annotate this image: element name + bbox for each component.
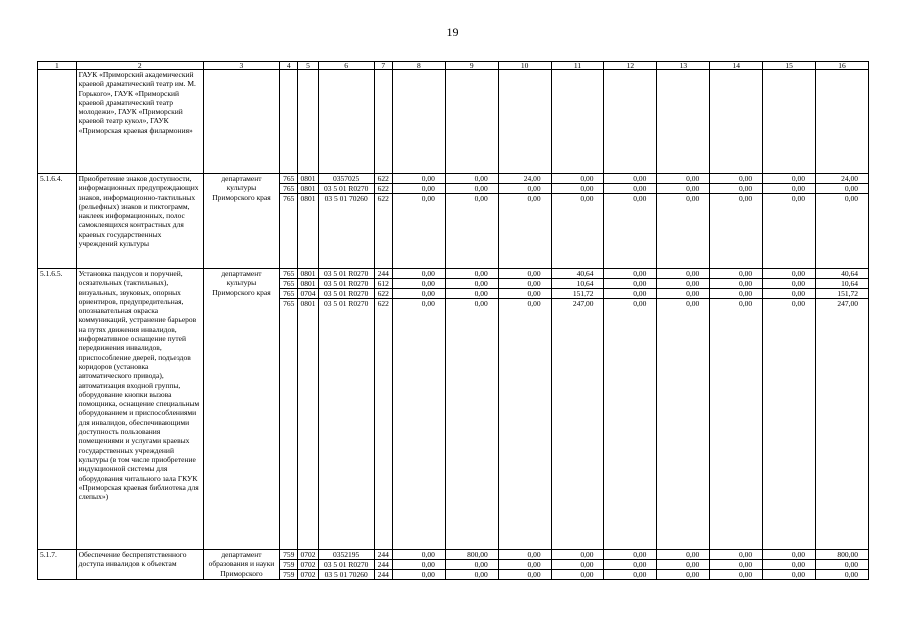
cell-c9	[445, 269, 498, 550]
cell-value: 151,72	[816, 289, 868, 299]
cell-value: 765	[280, 289, 297, 299]
cell-value: 800,00	[816, 550, 868, 560]
cell-value: 0,00	[844, 194, 858, 203]
cell-c4	[280, 269, 298, 550]
cell-c10	[498, 550, 551, 580]
cell-value: 0,00	[393, 289, 445, 299]
cell-value: 0,00	[446, 289, 498, 299]
column-number-header: 7	[374, 62, 392, 70]
cell-value: 0801	[298, 184, 317, 194]
cell-value: 0801	[300, 299, 316, 308]
cell-value: 0,00	[633, 194, 647, 203]
cell-value: 0,00	[499, 279, 551, 289]
cell-value: 0,00	[604, 269, 656, 279]
cell-value: 03 5 01 R0270	[323, 299, 369, 308]
cell-value: 0,00	[791, 570, 806, 579]
cell-c7	[374, 70, 392, 174]
column-number-header: 5	[298, 62, 318, 70]
table-row	[38, 70, 869, 174]
column-number-header: 12	[604, 62, 657, 70]
cell-value: 0,00	[499, 550, 551, 560]
cell-value: 10,64	[816, 279, 868, 289]
item-number	[38, 70, 77, 174]
cell-value: 0,00	[552, 184, 604, 194]
cell-value: 0,00	[499, 269, 551, 279]
cell-c8	[392, 70, 445, 174]
cell-value: 0,00	[686, 570, 700, 579]
cell-value: 622	[375, 184, 392, 194]
cell-value: 24,00	[499, 174, 551, 184]
cell-c6	[318, 550, 374, 580]
cell-value: 0,00	[446, 269, 498, 279]
cell-value: 0,00	[552, 550, 604, 560]
cell-c12	[604, 70, 657, 174]
column-number-header: 1	[38, 62, 77, 70]
column-number-header: 13	[657, 62, 710, 70]
cell-value: 0,00	[844, 570, 858, 579]
cell-value: 244	[377, 570, 389, 579]
cell-value: 0,00	[710, 184, 762, 194]
cell-c11	[551, 269, 604, 550]
cell-value: 0,00	[393, 279, 445, 289]
cell-value: 0,00	[763, 269, 815, 279]
column-number-header: 4	[280, 62, 298, 70]
cell-value: 0357025	[319, 174, 374, 184]
cell-value: 0,00	[527, 194, 541, 203]
cell-value: 0,00	[633, 299, 647, 308]
cell-c15	[763, 550, 816, 580]
cell-value: 0,00	[710, 279, 762, 289]
column-number-header: 10	[498, 62, 551, 70]
cell-value: 622	[377, 299, 389, 308]
cell-value: 0,00	[527, 299, 541, 308]
cell-c9	[445, 174, 498, 269]
cell-value: 0801	[298, 174, 317, 184]
cell-c7	[374, 269, 392, 550]
cell-value: 0,00	[710, 289, 762, 299]
executor	[203, 70, 279, 174]
cell-value: 0,00	[763, 550, 815, 560]
cell-value: 0,00	[604, 279, 656, 289]
cell-value: 0,00	[393, 184, 445, 194]
cell-c11	[551, 174, 604, 269]
cell-value: 0,00	[527, 570, 541, 579]
cell-value: 0,00	[580, 570, 594, 579]
cell-value: 0,00	[393, 550, 445, 560]
cell-value: 24,00	[816, 174, 868, 184]
cell-value: 151,72	[552, 289, 604, 299]
column-number-header: 15	[763, 62, 816, 70]
cell-c4	[280, 550, 298, 580]
cell-value: 0,00	[604, 174, 656, 184]
cell-value: 03 5 01 R0270	[319, 279, 374, 289]
table-row	[38, 269, 869, 550]
column-number-header: 2	[76, 62, 203, 70]
item-number: 5.1.7.	[38, 550, 77, 580]
cell-value: 0,00	[633, 570, 647, 579]
column-number-header: 9	[445, 62, 498, 70]
cell-value: 0702	[298, 560, 317, 570]
cell-value: 0,00	[763, 560, 815, 570]
cell-value: 0,00	[710, 560, 762, 570]
cell-value: 765	[280, 174, 297, 184]
cell-c9	[445, 550, 498, 580]
cell-value: 0,00	[499, 184, 551, 194]
cell-value: 0801	[300, 194, 316, 203]
cell-value: 0,00	[763, 184, 815, 194]
cell-value: 244	[375, 550, 392, 560]
cell-c8	[392, 550, 445, 580]
cell-value: 622	[375, 289, 392, 299]
cell-c11	[551, 70, 604, 174]
item-name: ГАУК «Приморский академический краевой драматический театр им. М. Горького», ГАУК «Приморский краевой драматический театр молодежи», ГАУК «Приморский краевой театр кукол», ГАУК «Приморская краевая филармония»	[76, 70, 203, 174]
cell-c7	[374, 550, 392, 580]
cell-value: 0,00	[552, 560, 604, 570]
cell-value: 0,00	[393, 560, 445, 570]
cell-value: 0,00	[393, 269, 445, 279]
cell-value: 759	[280, 550, 297, 560]
cell-value: 0,00	[791, 299, 806, 308]
cell-value: 0,00	[791, 194, 806, 203]
cell-c8	[392, 174, 445, 269]
cell-value: 03 5 01 R0270	[319, 289, 374, 299]
cell-value: 03 5 01 70260	[324, 194, 368, 203]
cell-value: 622	[375, 174, 392, 184]
cell-value: 0,00	[710, 174, 762, 184]
cell-value: 03 5 01 70260	[324, 570, 368, 579]
cell-c14	[710, 269, 763, 550]
cell-value: 765	[283, 194, 295, 203]
cell-value: 800,00	[446, 550, 498, 560]
cell-value: 0,00	[604, 560, 656, 570]
cell-value: 40,64	[552, 269, 604, 279]
cell-value: 244	[375, 269, 392, 279]
cell-c10	[498, 269, 551, 550]
cell-value: 0352195	[319, 550, 374, 560]
cell-c4	[280, 70, 298, 174]
cell-c9	[445, 70, 498, 174]
cell-c13	[657, 70, 710, 174]
page-number: 19	[446, 25, 459, 39]
cell-value: 0,00	[421, 299, 435, 308]
cell-c12	[604, 550, 657, 580]
cell-value: 03 5 01 R0270	[319, 269, 374, 279]
executor: департамент культуры Приморского края	[203, 269, 279, 550]
cell-c16	[816, 550, 869, 580]
cell-value: 759	[280, 560, 297, 570]
cell-value: 765	[280, 184, 297, 194]
cell-value: 03 5 01 R0270	[319, 184, 374, 194]
cell-c14	[710, 550, 763, 580]
cell-value: 0,00	[739, 299, 753, 308]
cell-value: 0,00	[657, 289, 709, 299]
cell-value: 0,00	[393, 174, 445, 184]
cell-value: 0,00	[763, 279, 815, 289]
table-header-row	[38, 62, 869, 70]
cell-value: 765	[283, 299, 295, 308]
cell-c13	[657, 550, 710, 580]
cell-c12	[604, 269, 657, 550]
item-number: 5.1.6.4.	[38, 174, 77, 269]
cell-c16	[816, 269, 869, 550]
cell-value: 0,00	[686, 299, 700, 308]
cell-value: 0,00	[474, 194, 488, 203]
cell-value: 0,00	[816, 560, 868, 570]
table-row	[38, 550, 869, 580]
cell-value: 0801	[298, 279, 317, 289]
cell-value: 0,00	[657, 550, 709, 560]
cell-value: 0,00	[763, 289, 815, 299]
cell-value: 10,64	[552, 279, 604, 289]
cell-value: 0,00	[446, 279, 498, 289]
cell-c5	[298, 174, 318, 269]
executor: департамент культуры Приморского края	[203, 174, 279, 269]
cell-value: 0,00	[710, 550, 762, 560]
cell-value: 0702	[300, 570, 316, 579]
cell-value: 0,00	[763, 174, 815, 184]
cell-c15	[763, 269, 816, 550]
column-number-header: 6	[318, 62, 374, 70]
cell-value: 0,00	[446, 174, 498, 184]
cell-value: 0,00	[499, 289, 551, 299]
cell-c10	[498, 70, 551, 174]
cell-value: 0702	[298, 550, 317, 560]
cell-value: 40,64	[816, 269, 868, 279]
column-number-header: 14	[710, 62, 763, 70]
cell-value: 0,00	[686, 194, 700, 203]
cell-value: 0,00	[739, 570, 753, 579]
cell-c7	[374, 174, 392, 269]
cell-value: 612	[375, 279, 392, 289]
cell-value: 0801	[298, 269, 317, 279]
cell-value: 0,00	[421, 194, 435, 203]
executor: департамент образования и науки Приморского	[203, 550, 279, 580]
item-name: Обеспечение беспрепятственного доступа инвалидов к объектам	[76, 550, 203, 580]
cell-value: 0,00	[604, 289, 656, 299]
table-row	[38, 174, 869, 269]
cell-c8	[392, 269, 445, 550]
cell-value: 0,00	[552, 174, 604, 184]
cell-value: 247,00	[837, 299, 858, 308]
cell-value: 0,00	[816, 184, 868, 194]
item-name: Приобретение знаков доступности, информационных предупреждающих знаков, информационно-тактильных (рельефных) знаков и пиктограмм, наклеек информационных, полос самоклеящихся контрастных для краевых государственных учреждений культуры	[76, 174, 203, 269]
cell-value: 759	[283, 570, 295, 579]
column-number-header: 11	[551, 62, 604, 70]
budget-table	[37, 61, 869, 580]
cell-value: 0,00	[710, 269, 762, 279]
cell-value: 0,00	[739, 194, 753, 203]
cell-value: 765	[280, 269, 297, 279]
cell-c16	[816, 174, 869, 269]
cell-value: 622	[377, 194, 389, 203]
item-number: 5.1.6.5.	[38, 269, 77, 550]
cell-value: 765	[280, 279, 297, 289]
column-number-header: 16	[816, 62, 869, 70]
cell-value: 0,00	[604, 184, 656, 194]
cell-c15	[763, 174, 816, 269]
cell-value: 0,00	[580, 194, 594, 203]
column-number-header: 3	[203, 62, 279, 70]
cell-value: 0,00	[604, 550, 656, 560]
cell-c12	[604, 174, 657, 269]
cell-c13	[657, 174, 710, 269]
cell-c5	[298, 269, 318, 550]
cell-value: 0704	[298, 289, 317, 299]
cell-c4	[280, 174, 298, 269]
cell-c15	[763, 70, 816, 174]
cell-c6	[318, 174, 374, 269]
cell-value: 0,00	[657, 184, 709, 194]
cell-c16	[816, 70, 869, 174]
column-number-header: 8	[392, 62, 445, 70]
cell-c5	[298, 550, 318, 580]
cell-value: 03 5 01 R0270	[319, 560, 374, 570]
cell-value: 0,00	[446, 184, 498, 194]
cell-value: 0,00	[474, 299, 488, 308]
cell-value: 0,00	[657, 279, 709, 289]
cell-value: 0,00	[657, 269, 709, 279]
cell-value: 0,00	[421, 570, 435, 579]
cell-c10	[498, 174, 551, 269]
item-name: Установка пандусов и поручней, осязательных (тактильных), визуальных, звуковых, опорных ориентиров, предупредительная, опознавательная окраска коммуникаций, устранение барьеров на путях движения инвалидов, информативное оснащение путей передвижения инвалидов, приспособление дверей, подъездов коридоров (установка автоматического привода), автоматизация входной группы, оборудование кнопки вызова помощника, оснащение специальным оборудованием и приспособлениями для инвалидов, обеспечивающими доступность пользования помещениями и услугами краевых государственных учреждений культуры (в том числе приобретение индукционной системы для оборудования читального зала ГКУК «Приморская краевая библиотека для слепых»)	[76, 269, 203, 550]
cell-c13	[657, 269, 710, 550]
cell-value: 247,00	[572, 299, 594, 308]
cell-c5	[298, 70, 318, 174]
cell-c14	[710, 70, 763, 174]
cell-value: 0,00	[474, 570, 488, 579]
cell-value: 0,00	[657, 174, 709, 184]
cell-c14	[710, 174, 763, 269]
cell-c6	[318, 269, 374, 550]
cell-c11	[551, 550, 604, 580]
cell-c6	[318, 70, 374, 174]
cell-value: 0,00	[657, 560, 709, 570]
cell-value: 0,00	[499, 560, 551, 570]
cell-value: 244	[375, 560, 392, 570]
cell-value: 0,00	[446, 560, 498, 570]
